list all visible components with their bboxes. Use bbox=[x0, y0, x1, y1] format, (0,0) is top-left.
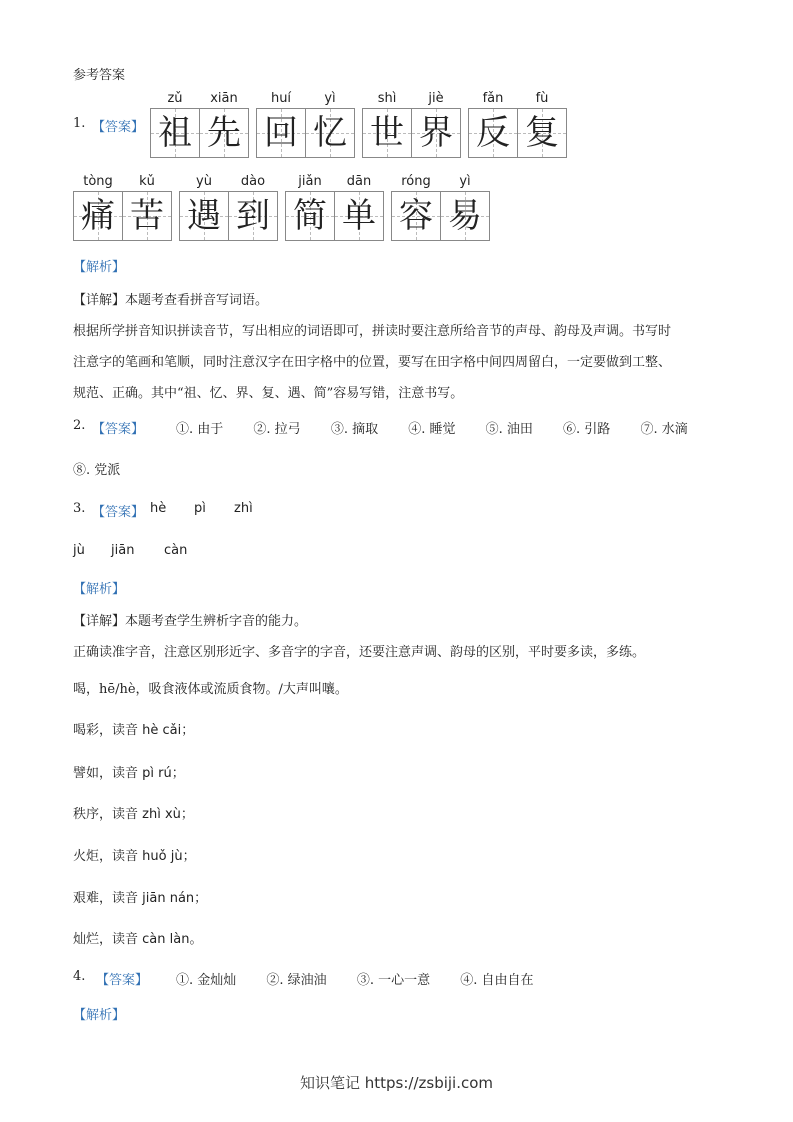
q2-option-6: ⑥. 引路 bbox=[563, 422, 611, 437]
tianzige-cell bbox=[122, 174, 172, 241]
cell-pinyin: yì bbox=[324, 91, 336, 106]
tianzige-cell bbox=[305, 91, 355, 158]
cell-pinyin: kǔ bbox=[139, 174, 155, 189]
cell-character: 单 bbox=[342, 196, 376, 236]
reading-pinyin: càn làn bbox=[142, 932, 190, 947]
q4-option-1: ①. 金灿灿 bbox=[176, 973, 237, 988]
cell-character: 到 bbox=[236, 196, 270, 236]
q3-reading-5 bbox=[73, 887, 207, 906]
q3-reading-4 bbox=[73, 845, 196, 864]
q3-pinyin-4: jù bbox=[73, 543, 85, 558]
tianzige-word bbox=[179, 174, 278, 241]
reading-punct: ； bbox=[171, 766, 185, 781]
q3-reading-3 bbox=[73, 803, 194, 822]
tianzige-word bbox=[468, 91, 567, 158]
tianzige-word bbox=[256, 91, 355, 158]
q3-detail: 【详解】本题考查学生辨析字音的能力。 bbox=[73, 614, 308, 629]
q3-number: 3. bbox=[73, 501, 86, 516]
reading-word: 艰难，读音 bbox=[73, 891, 143, 906]
tianzige-cell bbox=[228, 174, 278, 241]
cell-character: 回 bbox=[264, 113, 298, 153]
cell-character: 痛 bbox=[81, 196, 115, 236]
cell-character: 苦 bbox=[130, 196, 164, 236]
cell-character: 界 bbox=[419, 113, 453, 153]
reading-word: 灿烂，读音 bbox=[73, 932, 143, 947]
cell-character: 先 bbox=[207, 113, 241, 153]
cell-pinyin: dān bbox=[346, 174, 372, 189]
q4-option-2: ②. 绿油油 bbox=[266, 973, 327, 988]
tianzige-cell bbox=[150, 91, 200, 158]
cell-character: 世 bbox=[370, 113, 404, 153]
q3-reading-1 bbox=[73, 719, 194, 738]
tianzige-cell bbox=[411, 91, 461, 158]
reading-punct: ； bbox=[182, 849, 196, 864]
q3-pinyin-3: zhì bbox=[234, 501, 253, 516]
tianzige-word bbox=[285, 174, 384, 241]
q1-answer-tag: 【答案】 bbox=[92, 120, 145, 135]
q2-option-8: ⑧. 党派 bbox=[73, 463, 121, 478]
reading-word: 火炬，读音 bbox=[73, 849, 143, 864]
tianzige-cell bbox=[199, 91, 249, 158]
tianzige-cell bbox=[256, 91, 306, 158]
tianzige-cell bbox=[179, 174, 229, 241]
cell-pinyin: fù bbox=[535, 91, 549, 106]
q4-number: 4. bbox=[73, 969, 86, 984]
tianzige-word bbox=[391, 174, 490, 241]
q3-pinyin-6: càn bbox=[164, 543, 188, 558]
tianzige-cell bbox=[517, 91, 567, 158]
reading-word: 譬如，读音 bbox=[73, 766, 143, 781]
tianzige-word bbox=[150, 91, 249, 158]
footer-watermark: 知识笔记 https://zsbiji.com bbox=[299, 1074, 494, 1092]
cell-pinyin: jiè bbox=[428, 91, 444, 106]
q3-pinyin-2: pì bbox=[194, 501, 206, 516]
tianzige-cell bbox=[334, 174, 384, 241]
q2-option-5: ⑤. 油田 bbox=[485, 422, 533, 437]
q2-options bbox=[176, 418, 688, 437]
reading-punct: ； bbox=[181, 723, 195, 738]
q1-para-line1: 根据所学拼音知识拼读音节，写出相应的词语即可，拼读时要注意所给音节的声母、韵母及声调。书写时 bbox=[73, 324, 672, 339]
q2-answer-tag: 【答案】 bbox=[92, 422, 145, 437]
q4-options bbox=[176, 969, 533, 988]
cell-character: 复 bbox=[525, 113, 559, 153]
cell-pinyin: xiān bbox=[210, 91, 238, 106]
cell-pinyin: yì bbox=[459, 174, 471, 189]
cell-character: 反 bbox=[476, 113, 510, 153]
q3-answer-tag: 【答案】 bbox=[92, 505, 145, 520]
tianzige-cell bbox=[285, 174, 335, 241]
q4-option-3: ③. 一心一意 bbox=[356, 973, 431, 988]
q2-option-2: ②. 拉弓 bbox=[253, 422, 301, 437]
tianzige-cell bbox=[362, 91, 412, 158]
q3-para-line1: 正确读准字音，注意区别形近字、多音字的字音，还要注意声调、韵母的区别，平时要多读，多练。 bbox=[73, 645, 646, 660]
cell-character: 容 bbox=[399, 196, 433, 236]
cell-character: 简 bbox=[293, 196, 327, 236]
cell-pinyin: huí bbox=[270, 91, 292, 106]
q3-reading-6 bbox=[73, 928, 202, 947]
q2-option-4: ④. 睡觉 bbox=[408, 422, 456, 437]
cell-pinyin: jiǎn bbox=[298, 174, 322, 189]
q2-option-3: ③. 摘取 bbox=[330, 422, 379, 437]
reading-punct: ； bbox=[180, 807, 194, 822]
page-title: 参考答案 bbox=[73, 68, 126, 83]
cell-character: 祖 bbox=[158, 113, 192, 153]
cell-pinyin: róng bbox=[401, 174, 431, 189]
q2-option-1: ①. 由于 bbox=[176, 422, 224, 437]
reading-pinyin: jiān nán bbox=[142, 891, 195, 906]
cell-pinyin: yù bbox=[196, 174, 212, 189]
cell-pinyin: fǎn bbox=[482, 91, 504, 106]
cell-pinyin: tòng bbox=[83, 174, 113, 189]
reading-punct: 。 bbox=[189, 932, 203, 947]
reading-pinyin: pì rú bbox=[142, 766, 172, 781]
tianzige-word bbox=[362, 91, 461, 158]
reading-word: 喝彩，读音 bbox=[73, 723, 143, 738]
q3-pinyin-1: hè bbox=[150, 501, 167, 516]
q1-detail: 【详解】本题考查看拼音写词语。 bbox=[73, 293, 269, 308]
cell-character: 遇 bbox=[187, 196, 221, 236]
q4-option-4: ④. 自由自在 bbox=[460, 973, 534, 988]
q3-he-line: 喝，hē/hè，吸食液体或流质食物。/大声叫嚷。 bbox=[73, 682, 348, 697]
q1-number: 1. bbox=[73, 116, 86, 131]
q4-answer-tag: 【答案】 bbox=[96, 973, 149, 988]
q3-pinyin-5: jiān bbox=[111, 543, 135, 558]
reading-pinyin: hè cǎi bbox=[142, 723, 182, 738]
tianzige-word bbox=[73, 174, 172, 241]
tianzige-cell bbox=[73, 174, 123, 241]
reading-punct: ； bbox=[194, 891, 208, 906]
reading-pinyin: huǒ jù bbox=[142, 849, 183, 864]
cell-pinyin: shì bbox=[377, 91, 397, 106]
cell-pinyin: dào bbox=[240, 174, 266, 189]
tianzige-cell bbox=[468, 91, 518, 158]
tianzige-cell bbox=[391, 174, 441, 241]
q4-analysis-tag: 【解析】 bbox=[73, 1008, 126, 1023]
q3-analysis-tag: 【解析】 bbox=[73, 582, 126, 597]
reading-word: 秩序，读音 bbox=[73, 807, 143, 822]
cell-character: 忆 bbox=[313, 113, 347, 153]
cell-character: 易 bbox=[448, 196, 482, 236]
q1-analysis-tag: 【解析】 bbox=[73, 260, 126, 275]
q2-option-7: ⑦. 水滴 bbox=[640, 422, 688, 437]
cell-pinyin: zǔ bbox=[167, 91, 183, 106]
q3-reading-2 bbox=[73, 762, 185, 781]
reading-pinyin: zhì xù bbox=[142, 807, 181, 822]
q1-para-line2: 注意字的笔画和笔顺，同时注意汉字在田字格中的位置，要写在田字格中间四周留白，一定要做到工整、 bbox=[73, 355, 672, 370]
tianzige-cell bbox=[440, 174, 490, 241]
q2-number: 2. bbox=[73, 418, 86, 433]
q1-para-line3: 规范、正确。其中“祖、忆、界、复、遇、简”容易写错，注意书写。 bbox=[73, 386, 464, 401]
